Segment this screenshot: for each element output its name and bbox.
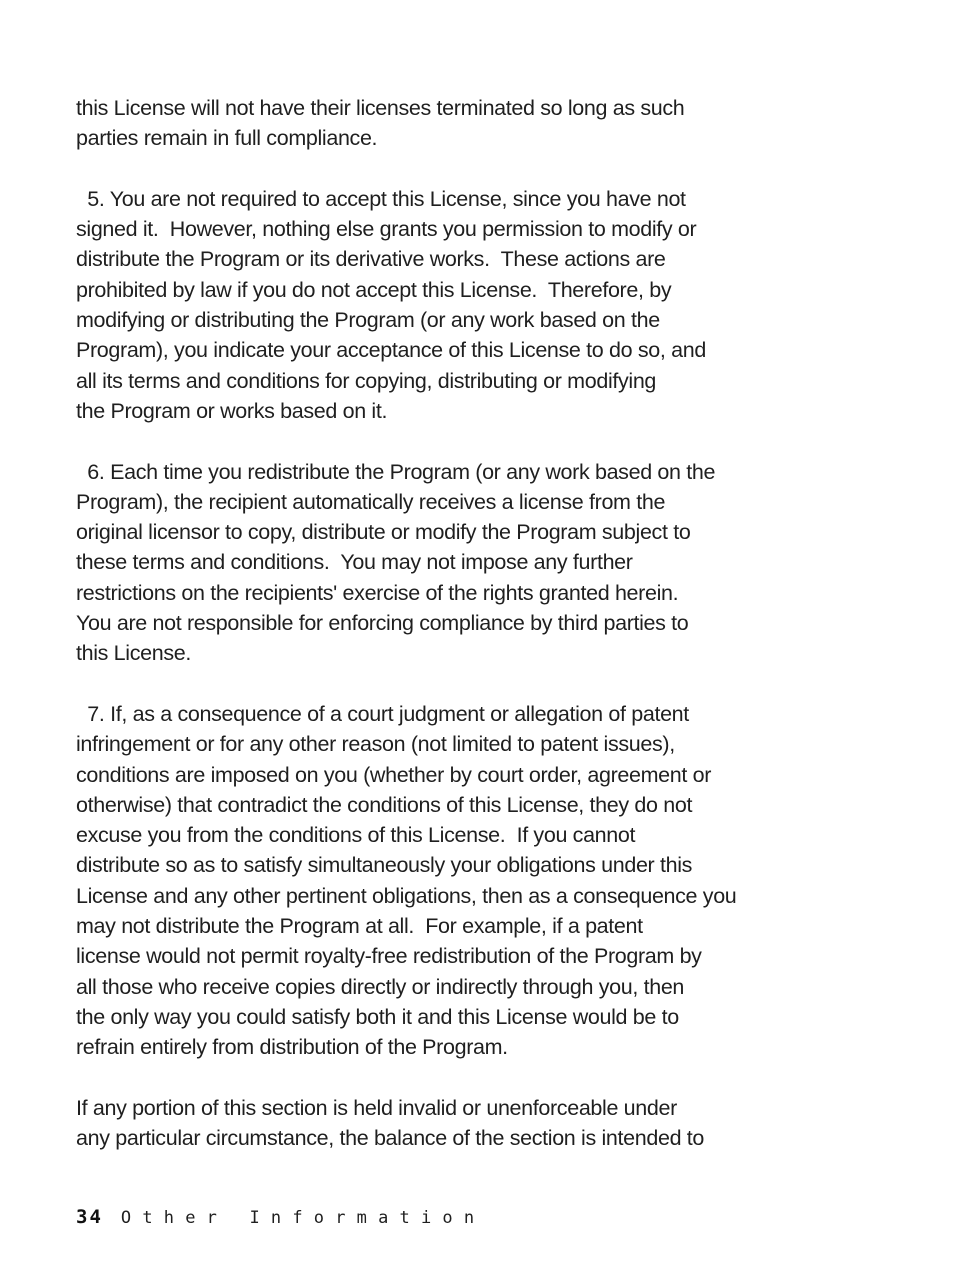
text-line: the Program or works based on it. xyxy=(76,398,388,423)
text-line: original licensor to copy, distribute or modify the Program subject to xyxy=(76,520,691,545)
text-line: parties remain in full compliance. xyxy=(76,126,378,151)
text-line: these terms and conditions. You may not impose any further xyxy=(76,550,633,575)
license-text xyxy=(76,93,936,1153)
text-line: 6. Each time you redistribute the Program (or any work based on the xyxy=(76,459,716,484)
text-line: infringement or for any other reason (not limited to patent issues), xyxy=(76,732,675,757)
text-line: this License will not have their licenses terminated so long as such xyxy=(76,96,685,120)
text-line: all its terms and conditions for copying, distributing or modifying xyxy=(76,368,657,393)
blank-line xyxy=(76,154,936,184)
section-title: Other Information xyxy=(120,1208,486,1228)
text-line: 5. You are not required to accept this License, since you have not xyxy=(76,186,686,211)
text-line: prohibited by law if you do not accept this License. Therefore, by xyxy=(76,277,672,302)
text-line: otherwise) that contradict the conditions of this License, they do not xyxy=(76,792,693,817)
text-line: this License. xyxy=(76,641,191,666)
text-line: Program), you indicate your acceptance of this License to do so, and xyxy=(76,338,706,363)
blank-line xyxy=(76,1063,936,1093)
page-number: 34 xyxy=(76,1206,103,1228)
text-line: Program), the recipient automatically receives a license from the xyxy=(76,489,666,514)
text-line: license would not permit royalty-free redistribution of the Program by xyxy=(76,944,702,969)
text-line: conditions are imposed on you (whether by court order, agreement or xyxy=(76,762,712,787)
text-line: any particular circumstance, the balance of the section is intended to xyxy=(76,1126,705,1151)
text-line: all those who receive copies directly or indirectly through you, then xyxy=(76,974,685,999)
blank-line xyxy=(76,669,936,699)
text-line: If any portion of this section is held invalid or unenforceable under xyxy=(76,1095,677,1120)
text-line: signed it. However, nothing else grants you permission to modify or xyxy=(76,217,697,242)
page-footer xyxy=(76,1203,485,1231)
text-line: the only way you could satisfy both it and this License would be to xyxy=(76,1004,679,1029)
blank-line xyxy=(76,426,936,456)
text-line: restrictions on the recipients' exercise of the rights granted herein. xyxy=(76,580,679,605)
text-line: You are not responsible for enforcing compliance by third parties to xyxy=(76,611,689,636)
text-line: 7. If, as a consequence of a court judgment or allegation of patent xyxy=(76,701,689,726)
text-line: License and any other pertinent obligations, then as a consequence you xyxy=(76,883,737,908)
text-line: distribute so as to satisfy simultaneously your obligations under this xyxy=(76,853,693,878)
text-line: modifying or distributing the Program (or any work based on the xyxy=(76,308,660,333)
text-line: refrain entirely from distribution of the Program. xyxy=(76,1035,508,1060)
text-line: excuse you from the conditions of this License. If you cannot xyxy=(76,823,636,848)
text-line: may not distribute the Program at all. For example, if a patent xyxy=(76,914,643,939)
text-line: distribute the Program or its derivative works. These actions are xyxy=(76,247,666,272)
